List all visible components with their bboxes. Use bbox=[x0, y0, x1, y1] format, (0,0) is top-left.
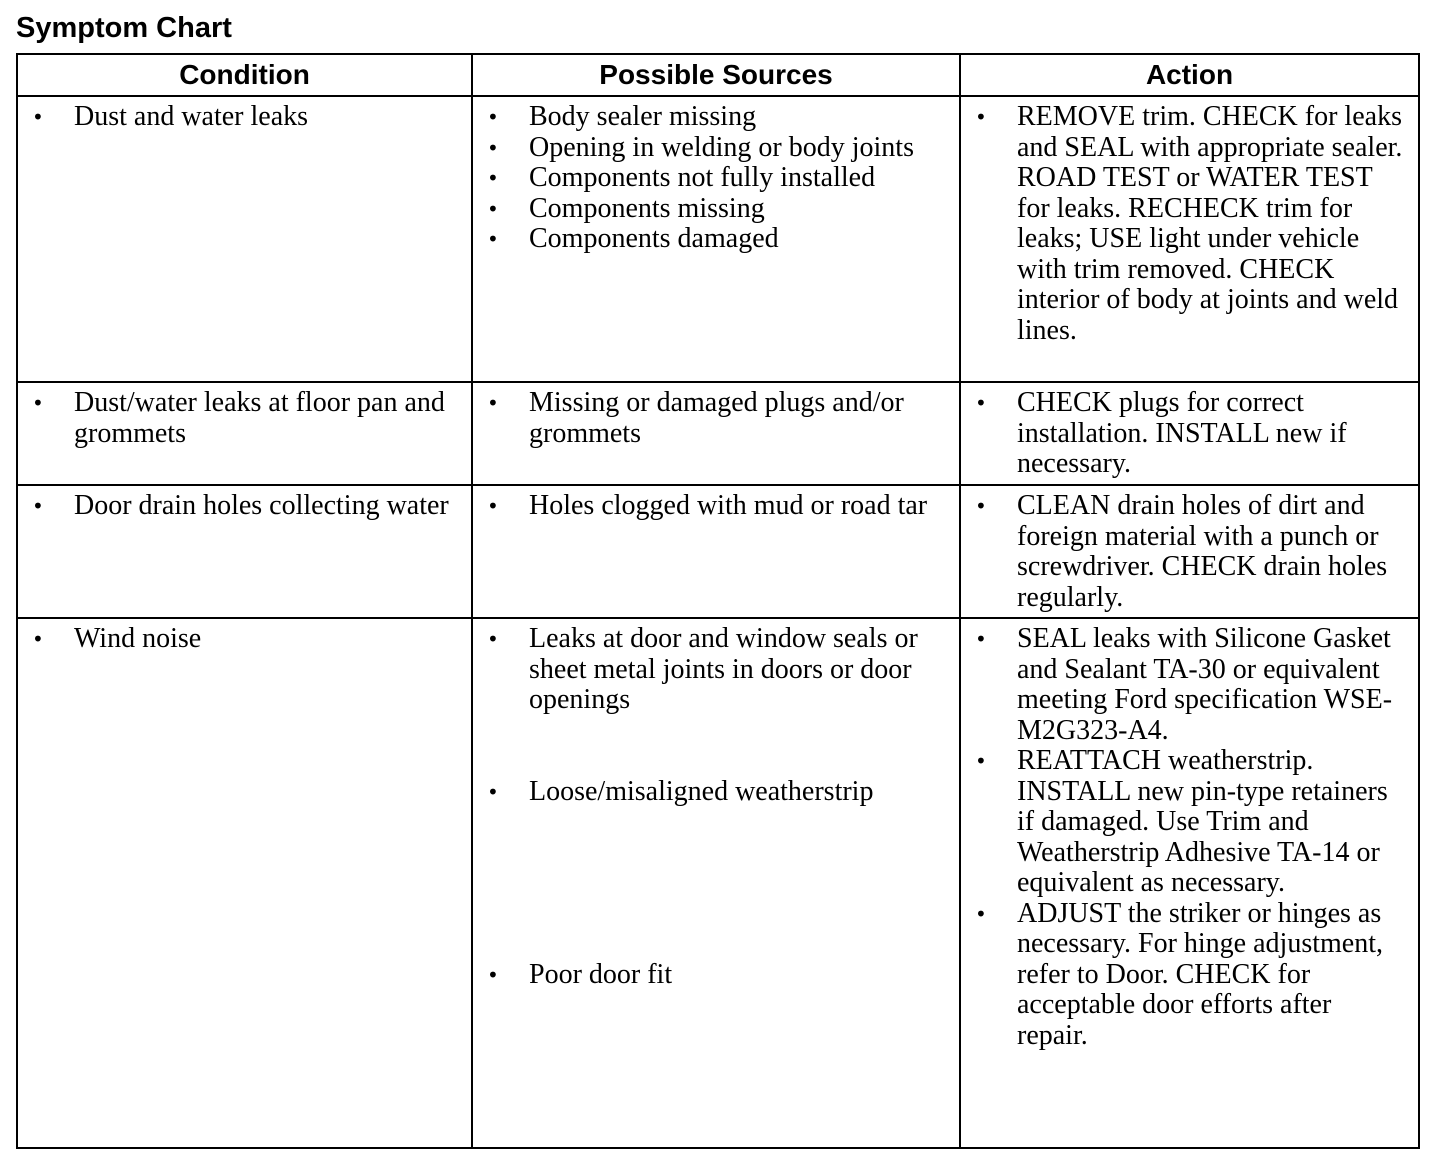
list-item bbox=[961, 899, 1408, 1052]
bullet-icon: • bbox=[32, 391, 44, 415]
table-row bbox=[17, 485, 1419, 618]
list-item bbox=[961, 102, 1408, 346]
action-text: CHECK plugs for correct installation. INSTALL new if necessary. bbox=[1017, 387, 1347, 479]
condition-cell bbox=[17, 485, 472, 618]
bullet-icon: • bbox=[32, 494, 44, 518]
list-item bbox=[473, 777, 949, 960]
bullet-icon: • bbox=[975, 105, 987, 129]
bullet-icon: • bbox=[487, 227, 499, 251]
action-text: REMOVE trim. CHECK for leaks and SEAL with appropriate sealer. ROAD TEST or WATER TEST for leaks. RECHECK trim for leaks; USE light under vehicle with trim removed. CHECK interior of body at joints and weld lines. bbox=[1017, 101, 1403, 346]
bullet-icon: • bbox=[487, 135, 499, 160]
condition-text: Wind noise bbox=[74, 623, 202, 654]
action-cell bbox=[960, 618, 1419, 1148]
column-header-condition: Condition bbox=[17, 54, 472, 96]
list-item bbox=[473, 960, 949, 991]
list-item bbox=[961, 746, 1408, 899]
list-item bbox=[961, 388, 1408, 480]
bullet-icon: • bbox=[487, 780, 499, 804]
condition-cell bbox=[17, 382, 472, 485]
sources-cell bbox=[472, 618, 960, 1148]
condition-text: Door drain holes collecting water bbox=[74, 490, 449, 521]
bullet-icon: • bbox=[975, 627, 987, 651]
sources-cell bbox=[472, 96, 960, 382]
source-text: Holes clogged with mud or road tar bbox=[529, 490, 928, 521]
bullet-icon: • bbox=[975, 494, 987, 518]
condition-cell bbox=[17, 618, 472, 1148]
source-text: Body sealer missing bbox=[529, 101, 757, 132]
column-header-sources: Possible Sources bbox=[472, 54, 960, 96]
list-item bbox=[473, 491, 949, 522]
bullet-icon: • bbox=[487, 494, 499, 518]
column-header-action: Action bbox=[960, 54, 1419, 96]
source-text: Leaks at door and window seals or sheet metal joints in doors or door openings bbox=[529, 623, 918, 715]
list-item bbox=[473, 163, 949, 194]
page-title: Symptom Chart bbox=[16, 12, 232, 44]
action-cell bbox=[960, 96, 1419, 382]
action-text: CLEAN drain holes of dirt and foreign material with a punch or screwdriver. CHECK drain holes regularly. bbox=[1017, 490, 1388, 613]
list-item bbox=[473, 102, 949, 133]
bullet-icon: • bbox=[487, 391, 499, 415]
action-cell bbox=[960, 485, 1419, 618]
bullet-icon: • bbox=[32, 105, 44, 129]
symptom-chart-table bbox=[16, 53, 1420, 1149]
source-text: Missing or damaged plugs and/or grommets bbox=[529, 387, 904, 449]
bullet-icon: • bbox=[975, 749, 987, 773]
action-text: ADJUST the striker or hinges as necessary. For hinge adjustment, refer to Door. CHECK for acceptable door efforts after repair. bbox=[1017, 897, 1383, 1051]
bullet-icon: • bbox=[975, 391, 987, 415]
table-header-row bbox=[17, 54, 1419, 96]
list-item bbox=[961, 491, 1408, 613]
bullet-icon: • bbox=[487, 963, 499, 987]
source-text: Opening in welding or body joints bbox=[529, 131, 914, 163]
action-text: SEAL leaks with Silicone Gasket and Sealant TA-30 or equivalent meeting Ford specification WSE-M2G323-A4. bbox=[1017, 623, 1393, 746]
list-item bbox=[18, 388, 461, 449]
table-row bbox=[17, 618, 1419, 1148]
bullet-icon: • bbox=[32, 627, 44, 651]
condition-text: Dust and water leaks bbox=[74, 101, 309, 132]
list-item bbox=[473, 624, 949, 777]
table-row bbox=[17, 96, 1419, 382]
source-text: Components damaged bbox=[529, 223, 779, 254]
condition-text: Dust/water leaks at floor pan and grommets bbox=[74, 387, 445, 449]
list-item bbox=[18, 102, 461, 133]
list-item bbox=[473, 133, 949, 164]
action-text: REATTACH weatherstrip. INSTALL new pin-type retainers if damaged. Use Trim and Weatherstrip Adhesive TA-14 or equivalent as necessary. bbox=[1017, 745, 1388, 898]
source-text: Poor door fit bbox=[529, 959, 673, 990]
condition-cell bbox=[17, 96, 472, 382]
bullet-icon: • bbox=[487, 627, 499, 651]
list-item bbox=[473, 194, 949, 225]
action-cell bbox=[960, 382, 1419, 485]
list-item bbox=[18, 491, 461, 522]
list-item bbox=[473, 388, 949, 449]
list-item bbox=[18, 624, 461, 655]
bullet-icon: • bbox=[975, 901, 987, 926]
bullet-icon: • bbox=[487, 196, 499, 221]
sources-cell bbox=[472, 485, 960, 618]
source-text: Components missing bbox=[529, 192, 765, 224]
list-item bbox=[961, 624, 1408, 746]
sources-cell bbox=[472, 382, 960, 485]
bullet-icon: • bbox=[487, 166, 499, 190]
source-text: Loose/misaligned weatherstrip bbox=[529, 776, 874, 807]
table-row bbox=[17, 382, 1419, 485]
list-item bbox=[473, 224, 949, 255]
source-text: Components not fully installed bbox=[529, 162, 876, 193]
bullet-icon: • bbox=[487, 105, 499, 129]
